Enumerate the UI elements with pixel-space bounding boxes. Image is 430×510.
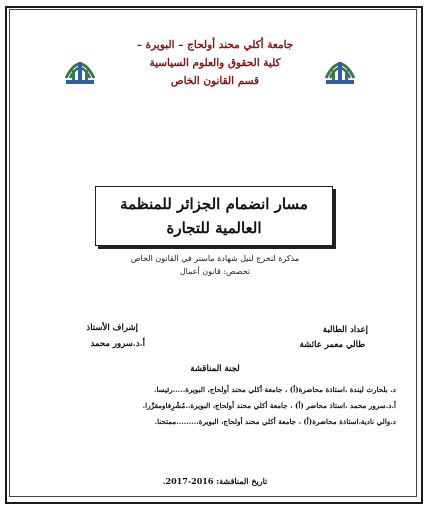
- jury-list: [24, 382, 396, 430]
- thesis-title-line2: العالمية للتجارة: [166, 219, 262, 237]
- institution-header: [70, 36, 360, 90]
- faculty-name: كلية الحقوق والعلوم السياسية: [149, 57, 281, 69]
- supervisor-name: أ.د.سرور محمد: [90, 339, 145, 349]
- thesis-title-line1: مسار انضمام الجزائر للمنظمة: [120, 195, 308, 213]
- defense-date: تاريخ المناقشة: 2016-2017.: [162, 476, 268, 486]
- thesis-subtitle: [60, 252, 370, 278]
- thesis-title-box: [95, 186, 333, 246]
- student-name: طالي معمر عائشة: [299, 340, 365, 350]
- jury-title: لجنة المناقشة: [190, 364, 240, 374]
- jury-member: أ.د.سرور محمد ،استاذ محاضر (أ) ، جامعة أكلي محند أولحاج، البويرة..مُشْرِفاومقرِّرا.: [142, 401, 396, 410]
- university-name: جامعة أكلي محند أولحاج – البويرة –: [136, 39, 294, 51]
- jury-member: د. بلحارث ليندة ،استاذة محاضرة(أ) ، جامعة أكلي محند أولحاج، البويرة.....رئيسا.: [153, 385, 396, 394]
- degree-statement: مذكرة لتخرج لنيل شهادة ماستر في القانون الخاص: [130, 254, 300, 263]
- department-name: قسم القانون الخاص: [170, 75, 260, 87]
- supervisor-label: إشراف الأستاذ: [86, 323, 138, 333]
- student-label: إعداد الطالبة: [322, 325, 368, 335]
- specialization: تخصص: قانون أعمال: [179, 267, 251, 276]
- jury-member: د.والي نادية،استاذة محاضرة(أ) ، جامعة أكلي محند أولحاج، البويرة.........ممتحنا.: [154, 417, 396, 426]
